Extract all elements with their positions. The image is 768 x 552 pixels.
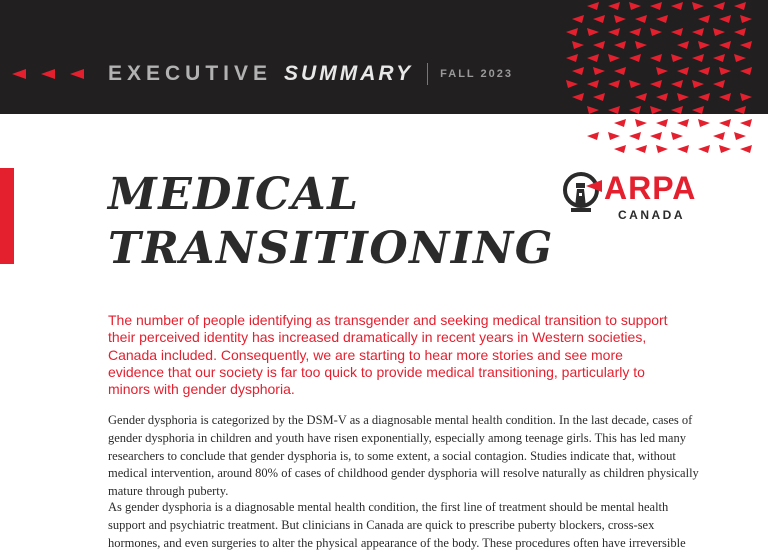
- pattern-triangle: [587, 132, 599, 140]
- logo-country: CANADA: [618, 208, 685, 222]
- pattern-triangle: [593, 15, 605, 23]
- pattern-triangle: [635, 93, 647, 101]
- pattern-triangle: [698, 15, 710, 23]
- pattern-triangle: [656, 15, 668, 23]
- pattern-triangle: [740, 119, 752, 127]
- pattern-triangle: [572, 93, 584, 101]
- executive-label: EXECUTIVE: [108, 62, 273, 85]
- pattern-triangle: [614, 67, 626, 75]
- pattern-triangle: [713, 132, 725, 140]
- pattern-triangle: [734, 28, 746, 36]
- pattern-triangle: [614, 119, 626, 127]
- pattern-triangle: [635, 41, 647, 49]
- pattern-triangle: [713, 54, 725, 62]
- pattern-triangle: [692, 106, 704, 114]
- chevron-left-icon: [41, 69, 55, 79]
- logo-name: ARPA: [604, 170, 697, 206]
- pattern-triangle: [692, 54, 704, 62]
- pattern-triangle: [566, 28, 578, 36]
- pattern-triangle: [587, 2, 599, 10]
- side-accent-bar: [0, 168, 14, 264]
- pattern-triangle: [566, 80, 578, 88]
- pattern-triangle: [740, 93, 752, 101]
- pattern-triangle: [677, 41, 689, 49]
- pattern-triangle: [650, 132, 662, 140]
- pattern-triangle: [734, 106, 746, 114]
- pattern-triangle: [671, 132, 683, 140]
- title-line-1: MEDICAL: [108, 169, 360, 220]
- summary-label: SUMMARY: [284, 62, 414, 85]
- pattern-triangle: [566, 54, 578, 62]
- pattern-triangle: [593, 41, 605, 49]
- pattern-triangle: [650, 28, 662, 36]
- chevron-left-icon: [12, 69, 26, 79]
- header-divider: [427, 63, 428, 85]
- pattern-triangle: [572, 15, 584, 23]
- pattern-triangle: [608, 80, 620, 88]
- pattern-triangle: [719, 145, 731, 153]
- pattern-triangle: [719, 119, 731, 127]
- pattern-triangle: [650, 54, 662, 62]
- pattern-triangle: [656, 67, 668, 75]
- pattern-triangle: [740, 15, 752, 23]
- pattern-triangle: [698, 93, 710, 101]
- pattern-triangle: [713, 28, 725, 36]
- pattern-triangle: [692, 2, 704, 10]
- pattern-triangle: [572, 67, 584, 75]
- pattern-triangle: [629, 2, 641, 10]
- pattern-triangle: [608, 132, 620, 140]
- pattern-triangle: [629, 28, 641, 36]
- pattern-triangle: [587, 106, 599, 114]
- pattern-triangle: [635, 15, 647, 23]
- pattern-triangle: [656, 145, 668, 153]
- pattern-triangle: [698, 67, 710, 75]
- pattern-triangle: [677, 119, 689, 127]
- pattern-triangle: [572, 41, 584, 49]
- pattern-triangle: [740, 41, 752, 49]
- pattern-triangle: [698, 41, 710, 49]
- header-row: [12, 60, 513, 88]
- pattern-triangle: [614, 15, 626, 23]
- lighthouse-icon: [562, 170, 604, 220]
- pattern-triangle: [608, 28, 620, 36]
- pattern-triangle: [656, 119, 668, 127]
- pattern-triangle: [677, 145, 689, 153]
- chevron-left-icon: [70, 69, 84, 79]
- pattern-triangle: [635, 145, 647, 153]
- pattern-triangle: [650, 2, 662, 10]
- chevron-group: [12, 69, 84, 79]
- pattern-triangle: [614, 145, 626, 153]
- intro-paragraph: The number of people identifying as transgender and seeking medical transition to support their perceived identity has increased dramatically in recent years in Western societies, Canada included. Consequently, we are starting to hear more stories and see more evidence that our society is far too quick to provide medical transitioning, particularly to minors with gender dysphoria.: [108, 312, 668, 398]
- pattern-triangle: [719, 67, 731, 75]
- pattern-triangle: [734, 54, 746, 62]
- pattern-triangle: [692, 28, 704, 36]
- pattern-triangle: [587, 28, 599, 36]
- title-line-2: TRANSITIONING: [108, 223, 554, 274]
- season-label: FALL 2023: [440, 68, 513, 80]
- pattern-triangle: [719, 41, 731, 49]
- pattern-triangle: [671, 54, 683, 62]
- body-paragraph-2: As gender dysphoria is a diagnosable mental health condition, the first line of treatment should be mental health support and psychiatric treatment. But clinicians in Canada are quick to prescribe puberty blockers, cross-sex hormones, and even surgeries to alter the physical appearance of the body. These procedures often have irreversible: [108, 500, 686, 550]
- pattern-triangle: [635, 119, 647, 127]
- page-title: [108, 168, 554, 276]
- pattern-triangle: [734, 132, 746, 140]
- pattern-triangle: [650, 106, 662, 114]
- pattern-triangle: [608, 2, 620, 10]
- pattern-triangle: [677, 93, 689, 101]
- pattern-triangle: [629, 132, 641, 140]
- pattern-triangle: [698, 145, 710, 153]
- pattern-triangle: [740, 145, 752, 153]
- pattern-triangle: [671, 2, 683, 10]
- pattern-triangle: [734, 2, 746, 10]
- pattern-triangle: [650, 80, 662, 88]
- pattern-triangle: [593, 67, 605, 75]
- pattern-triangle: [671, 28, 683, 36]
- pattern-triangle: [698, 119, 710, 127]
- pattern-triangle: [587, 80, 599, 88]
- body-paragraph-1: Gender dysphoria is categorized by the DSM-V as a diagnosable mental health condition. In the last decade, cases of gender dysphoria in children and youth have risen exponentially, especially among teenage girls. This has led many researchers to conclude that gender dysphoria is, to some extent, a social contagion. Studies indicate that, without medical intervention, around 80% of cases of childhood gender dysphoria will resolve naturally as children physically mature through puberty.: [108, 413, 699, 499]
- pattern-triangle: [587, 54, 599, 62]
- pattern-triangle: [656, 93, 668, 101]
- pattern-triangle: [629, 80, 641, 88]
- pattern-triangle: [713, 2, 725, 10]
- pattern-triangle: [629, 106, 641, 114]
- pattern-triangle: [629, 54, 641, 62]
- pattern-triangle: [713, 80, 725, 88]
- pattern-triangle: [608, 54, 620, 62]
- pattern-triangle: [740, 67, 752, 75]
- pattern-triangle: [719, 93, 731, 101]
- pattern-triangle: [614, 41, 626, 49]
- pattern-triangle: [719, 15, 731, 23]
- pattern-triangle: [671, 106, 683, 114]
- pattern-triangle: [671, 80, 683, 88]
- triangle-pattern: [560, 0, 768, 160]
- arpa-logo: [562, 168, 722, 228]
- pattern-triangle: [692, 80, 704, 88]
- pattern-triangle: [677, 67, 689, 75]
- pattern-triangle: [593, 93, 605, 101]
- pattern-triangle: [608, 106, 620, 114]
